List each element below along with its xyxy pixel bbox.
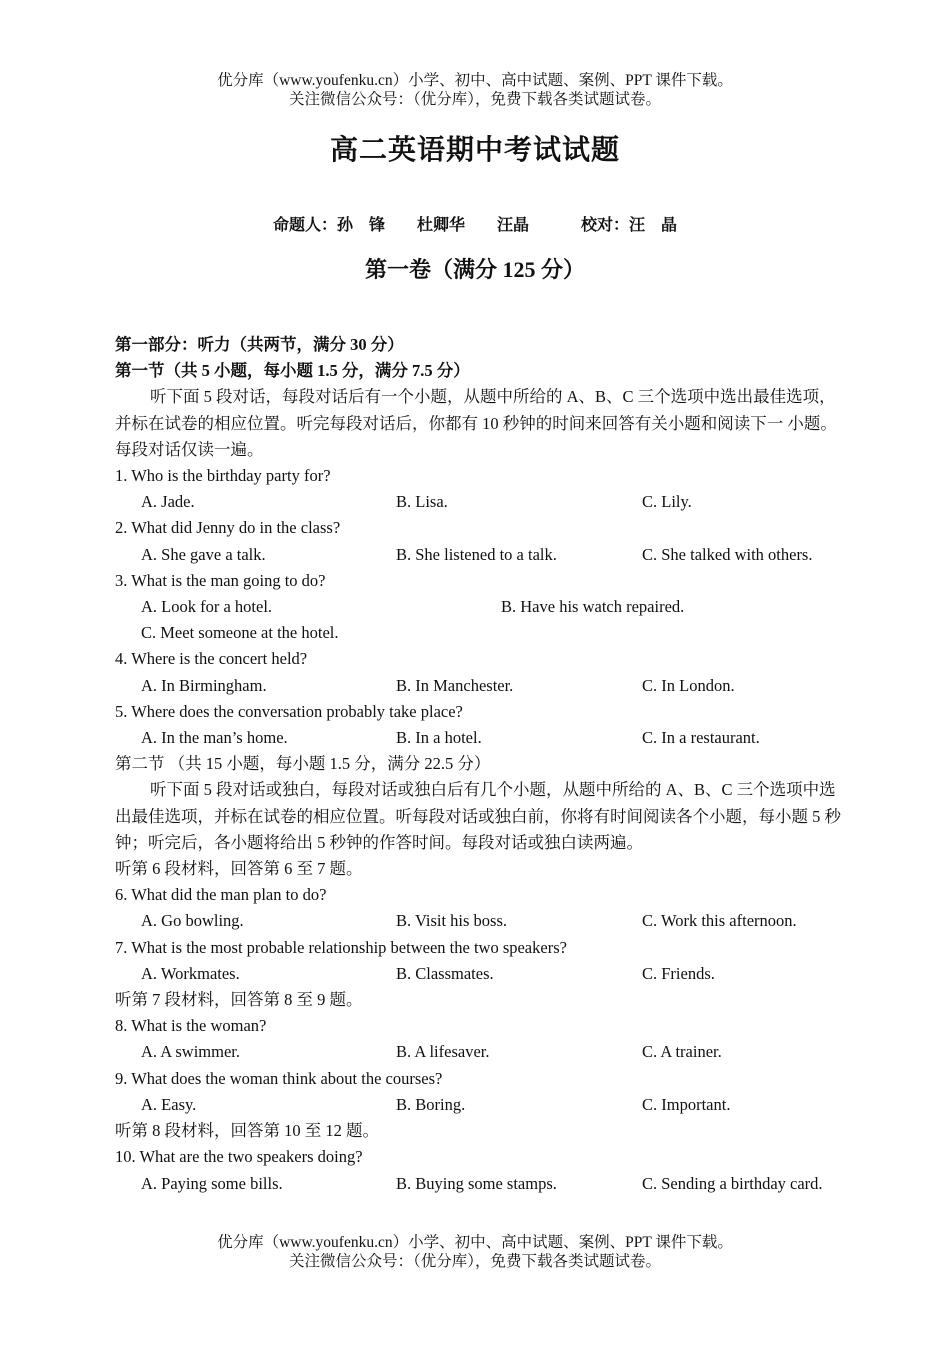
question-5-options <box>115 725 850 751</box>
option-c: C. In a restaurant. <box>642 728 760 748</box>
option-b: B. A lifesaver. <box>396 1042 490 1062</box>
authors-line <box>0 212 950 235</box>
option-c: C. Meet someone at the hotel. <box>141 623 339 643</box>
option-a: A. Easy. <box>141 1094 197 1114</box>
option-c: C. She talked with others. <box>642 544 813 564</box>
exam-content <box>115 332 850 1197</box>
section2-instructions: 听下面 5 段对话或独白，每段对话或独白后有几个小题，从题中所给的 A、B、C 三个选项中选出最佳选项，并标在试卷的相应位置。听每段对话或独白前，你将有时间阅读各个小题，每小题 5 秒钟；听完后，各小题将给出 5 秒钟的作答时间。每段对话或独白读两遍。 <box>115 780 841 852</box>
section1-instructions: 听下面 5 段对话，每段对话后有一个小题，从题中所给的 A、B、C 三个选项中选出最佳选项，并标在试卷的相应位置。听完每段对话后，你都有 10 秒钟的时间来回答有关小题和阅读下一 小题。每段对话仅读一遍。 <box>115 387 837 459</box>
question-7-options <box>115 961 850 987</box>
page-footer <box>0 1233 950 1271</box>
question-2: 2. What did Jenny do in the class? <box>115 518 341 538</box>
question-8: 8. What is the woman? <box>115 1016 267 1036</box>
volume-heading: 第一卷（满分 125 分） <box>364 257 585 282</box>
option-b: B. She listened to a talk. <box>396 544 557 564</box>
question-5: 5. Where does the conversation probably take place? <box>115 701 463 721</box>
material-7-note: 听第 7 段材料，回答第 8 至 9 题。 <box>115 990 363 1010</box>
option-b: B. In Manchester. <box>396 675 514 695</box>
header-line-2: 关注微信公众号：（优分库），免费下载各类试题试卷。 <box>288 91 661 108</box>
question-6-options <box>115 908 850 934</box>
option-a: A. She gave a talk. <box>141 544 266 564</box>
question-1-options <box>115 489 850 515</box>
option-a: A. Workmates. <box>141 963 240 983</box>
footer-line-2: 关注微信公众号：（优分库），免费下载各类试题试卷。 <box>288 1253 661 1270</box>
option-c: C. Important. <box>642 1094 731 1114</box>
question-6: 6. What did the man plan to do? <box>115 885 327 905</box>
question-3-options-row2 <box>115 620 850 646</box>
question-3-options-row1 <box>115 594 850 620</box>
option-c: C. Sending a birthday card. <box>642 1173 823 1193</box>
option-c: C. Friends. <box>642 963 715 983</box>
proofreader: 校对：汪 晶 <box>581 217 678 234</box>
option-c: C. In London. <box>642 675 735 695</box>
option-a: A. In the man’s home. <box>141 728 288 748</box>
page-title: 高二英语期中考试试题 <box>329 133 620 166</box>
option-b: B. Have his watch repaired. <box>501 597 685 617</box>
option-b: B. Classmates. <box>396 963 494 983</box>
question-9-options <box>115 1092 850 1118</box>
option-a: A. In Birmingham. <box>141 675 267 695</box>
option-b: B. Lisa. <box>396 492 448 512</box>
option-b: B. Visit his boss. <box>396 911 508 931</box>
question-2-options <box>115 542 850 568</box>
option-b: B. Buying some stamps. <box>396 1173 557 1193</box>
option-c: C. A trainer. <box>642 1042 722 1062</box>
option-a: A. Look for a hotel. <box>141 597 273 617</box>
option-c: C. Work this afternoon. <box>642 911 797 931</box>
section1-heading: 第一节（共 5 小题，每小题 1.5 分，满分 7.5 分） <box>115 361 470 381</box>
question-10-options <box>115 1171 850 1197</box>
option-a: A. Go bowling. <box>141 911 244 931</box>
question-4: 4. Where is the concert held? <box>115 649 308 669</box>
option-b: B. Boring. <box>396 1094 466 1114</box>
part1-heading: 第一部分：听力（共两节，满分 30 分） <box>115 335 404 354</box>
option-a: A. A swimmer. <box>141 1042 241 1062</box>
option-c: C. Lily. <box>642 492 692 512</box>
header-line-1: 优分库（www.youfenku.cn）小学、初中、高中试题、案例、PPT 课件下载。 <box>217 72 733 89</box>
question-10: 10. What are the two speakers doing? <box>115 1147 363 1167</box>
section2-heading: 第二节 （共 15 小题，每小题 1.5 分，满分 22.5 分） <box>115 754 491 774</box>
question-8-options <box>115 1039 850 1065</box>
material-8-note: 听第 8 段材料，回答第 10 至 12 题。 <box>115 1121 379 1141</box>
page-header <box>0 71 950 109</box>
material-6-note: 听第 6 段材料，回答第 6 至 7 题。 <box>115 859 363 879</box>
question-9: 9. What does the woman think about the courses? <box>115 1068 443 1088</box>
option-a: A. Jade. <box>141 492 195 512</box>
question-7: 7. What is the most probable relationship between the two speakers? <box>115 937 567 957</box>
option-b: B. In a hotel. <box>396 728 482 748</box>
question-1: 1. Who is the birthday party for? <box>115 466 331 486</box>
footer-line-1: 优分库（www.youfenku.cn）小学、初中、高中试题、案例、PPT 课件下载。 <box>217 1234 733 1251</box>
question-3: 3. What is the man going to do? <box>115 570 326 590</box>
option-a: A. Paying some bills. <box>141 1173 283 1193</box>
question-setters: 命题人：孙 锋 杜卿华 汪晶 <box>272 217 529 234</box>
question-4-options <box>115 673 850 699</box>
